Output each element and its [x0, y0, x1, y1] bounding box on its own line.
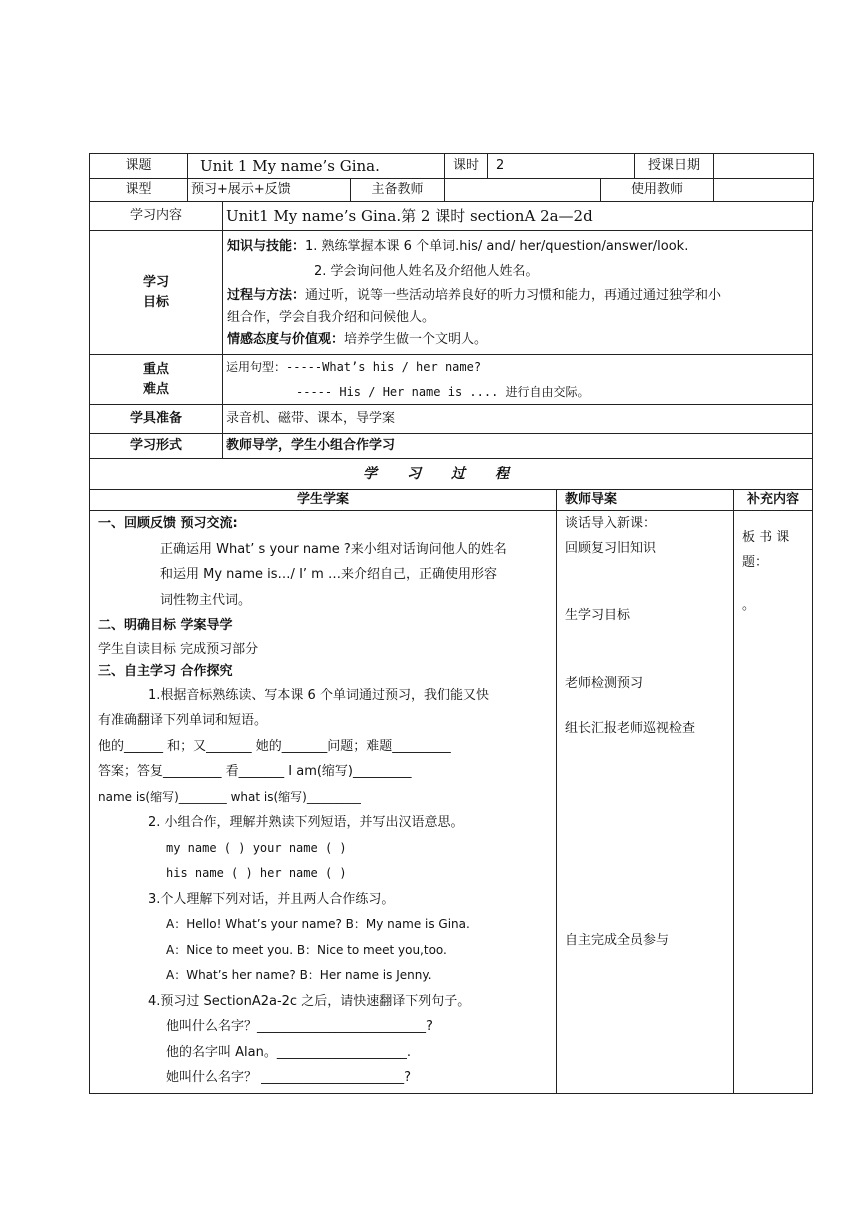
topic-value: Unit 1 My name’s Gina.: [188, 154, 445, 179]
student-plan: [90, 511, 557, 1094]
teacher-plan: [557, 511, 734, 1094]
s1-line-1: 正确运用 What’ s your name ?来小组对话询问他人的姓名: [160, 541, 507, 557]
q1-line-4: 答案；答复_________ 看_______ I am(缩写)_________: [98, 764, 412, 779]
attitude-head: 情感态度与价值观：: [227, 332, 345, 347]
q2-line-1: my name ( ) your name ( ): [166, 840, 347, 855]
q3-head: 3.个人理解下列对话，并且两人合作练习。: [148, 891, 395, 907]
col-extra: 补充内容: [734, 490, 813, 511]
teacher-note-6: 自主完成全员参与: [565, 933, 670, 948]
process-table: [89, 489, 813, 1094]
s2-head: 二、明确目标 学案导学: [98, 618, 233, 633]
process-head: 过程与方法：: [227, 288, 306, 303]
s1-line-2: 和运用 My name is…/ I’ m …来介绍自己，正确使用形容: [160, 567, 497, 582]
lesson-plan: [89, 153, 813, 1094]
keypoints-label: 重点 难点: [90, 355, 223, 405]
form-label: 学习形式: [90, 434, 223, 459]
form-value: 教师导学，学生小组合作学习: [223, 434, 813, 459]
goals-label: 学习 目标: [90, 231, 223, 355]
type-label: 课型: [90, 179, 188, 202]
attitude-text: 培养学生做一个文明人。: [344, 332, 488, 347]
prep-teacher-label: 主备教师: [351, 179, 445, 202]
q2-head: 2. 小组合作，理解并熟读下列短语，并写出汉语意思。: [148, 815, 464, 830]
keypoints-content: [223, 355, 813, 405]
q1-line-1: 1.根据音标熟练读、写本课 6 个单词通过预习，我们能又快: [148, 687, 489, 703]
use-teacher-value: [714, 179, 814, 202]
header-table: [89, 153, 814, 202]
knowledge-head: 知识与技能：: [227, 239, 306, 254]
q3-line-2: A：Nice to meet you. B：Nice to meet you,too.: [166, 942, 447, 957]
teacher-note-4: 老师检测预习: [565, 676, 644, 691]
q1-line-3: 他的______ 和；又_______ 她的_______问题；难题_________: [98, 738, 451, 754]
period-value: 2: [488, 154, 635, 179]
extra-note-2: 题：: [742, 555, 769, 570]
q4-line-1: 他叫什么名字？__________________________?: [166, 1019, 433, 1034]
knowledge-2: 2. 学会询问他人姓名及介绍他人姓名。: [314, 264, 539, 279]
info-table: [89, 201, 813, 490]
process-title: 学习过程: [363, 465, 539, 482]
date-value: [714, 154, 814, 179]
use-teacher-label: 使用教师: [601, 179, 714, 202]
s3-head: 三、自主学习 合作探究: [98, 663, 233, 679]
date-label: 授课日期: [635, 154, 714, 179]
process-title-cell: [90, 459, 813, 490]
teacher-note-5: 组长汇报老师巡视检查: [565, 721, 696, 736]
keypoint-line-1: 运用句型：-----What’s his / her name?: [226, 360, 482, 374]
tools-value: 录音机、磁带、课本，导学案: [223, 405, 813, 434]
q4-line-3: 她叫什么名字？ ______________________?: [166, 1070, 412, 1085]
process-1: 通过听，说等一些活动培养良好的听力习惯和能力，再通过通过独学和小: [305, 288, 722, 303]
content-value: Unit1 My name’s Gina.第 2 课时 sectionA 2a—2d: [223, 202, 813, 231]
s1-head: 一、回顾反馈 预习交流:: [98, 516, 238, 531]
q1-line-2: 有准确翻译下列单词和短语。: [98, 713, 268, 728]
q2-line-2: his name ( ) her name ( ): [166, 866, 347, 880]
topic-label: 课题: [90, 154, 188, 179]
q4-line-2: 他的名字叫 Alan。____________________.: [166, 1044, 411, 1060]
s1-line-3: 词性物主代词。: [160, 592, 252, 608]
tools-label: 学具准备: [90, 405, 223, 434]
teacher-note-3: 生学习目标: [565, 608, 631, 623]
extra-note-3: 。: [742, 598, 756, 613]
period-label: 课时: [445, 154, 488, 179]
q4-head: 4.预习过 SectionA2a-2c 之后，请快速翻译下列句子。: [148, 993, 471, 1009]
goals-content: [223, 231, 813, 355]
knowledge-1: 1. 熟练掌握本课 6 个单词.his/ and/ her/question/answer/look.: [305, 239, 689, 254]
extra-content: [734, 511, 813, 1094]
keypoint-line-2: ----- His / Her name is .... 进行自由交际。: [296, 385, 590, 399]
q3-line-3: A：What’s her name? B：Her name is Jenny.: [166, 968, 432, 982]
process-2: 组合作，学会自我介绍和问候他人。: [227, 310, 436, 325]
col-teacher: 教师导案: [557, 490, 734, 511]
content-label: 学习内容: [90, 202, 223, 231]
s2-line-1: 学生自读目标 完成预习部分: [98, 641, 259, 657]
prep-teacher-value: [445, 179, 601, 202]
type-value: 预习+展示+反馈: [188, 179, 351, 202]
extra-note-1: 板 书 课: [742, 530, 790, 545]
teacher-note-1: 谈话导入新课：: [565, 516, 657, 531]
q3-line-1: A：Hello! What’s your name? B：My name is Gina.: [166, 917, 470, 931]
teacher-note-2: 回顾复习旧知识: [565, 541, 657, 556]
q1-line-5: name is(缩写)________ what is(缩写)_________: [98, 789, 361, 804]
col-student: 学生学案: [90, 490, 557, 511]
